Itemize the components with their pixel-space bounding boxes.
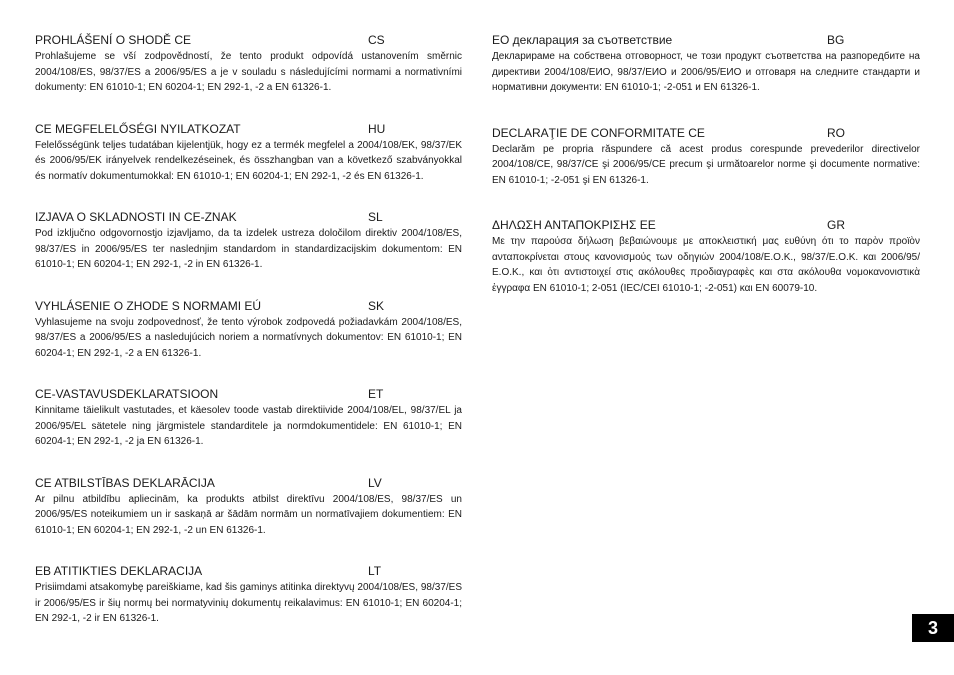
right-column [492,33,920,326]
declaration-heading [35,122,462,138]
declaration-text: Με την παρούσα δήλωση βεβαιώνουμε με αποκλειστική μας ευθύνη ότι το παρὸν προϊὸν ανταποκρίνεται στους κανονισμούς των οδηγιών 2004/108/Ε.Ο.Κ., 98/37/Ε.Ο.Κ. και 2006/95/Ε.Ο.Κ., και ὁτι αντιστοιχεί στις ακόλουθες προδιαγραφὲς και στα ακόλουθα νομοκανονιστικὰ ἐγγραφα EN 61010-1; 2-051 (IEC/CEI 61010-1; -2-051) και EN 60079-10. [492,236,920,294]
declaration-title: CE MEGFELELŐSÉGI NYILATKOZAT [35,121,241,136]
language-code: SL [368,210,383,224]
declaration-text: Prohlašujeme se vší zodpovědností, že tento produkt odpovídá ustanovením směrnic 2004/108/ES, 98/37/ES a 2006/95/ES a je v souladu s následujícími normami a normativními dokumenty: EN 61010-1; EN 60204-1; EN 292-1, -2 a EN 61326-1. [35,51,462,93]
declaration-title: VYHLÁSENIE O ZHODE S NORMAMI EÚ [35,298,262,313]
declaration-lv [35,476,462,539]
language-code: HU [368,121,386,136]
declaration-heading [492,126,920,142]
declaration-heading [35,210,462,226]
declaration-title: DECLARAŢIE DE CONFORMITATE CE [492,125,705,140]
language-code: BG [827,33,845,47]
declaration-heading [35,387,462,403]
declaration-ro [492,126,920,189]
declaration-gr [492,218,920,296]
language-code: LV [368,475,382,490]
declaration-et [35,387,462,450]
declaration-heading [492,33,920,49]
declaration-lt [35,564,462,627]
declaration-cs [35,33,462,96]
declaration-text: Vyhlasujeme na svoju zodpovednosť, že tento výrobok zodpovedá požiadavkám 2004/108/ES, 98/37/ES a 2006/95/ES a nasledujúcich noriem a normatívnych dokumentov: EN 61010-1; EN 60204-1; EN 292-1, -2 a EN 61326-1. [35,316,462,359]
declaration-title: PROHLÁŠENÍ O SHODĚ CE [35,33,192,47]
page-number: 3 [912,614,954,642]
declaration-heading [492,218,920,234]
declaration-bg [492,33,920,96]
declaration-title: IZJAVA O SKLADNOSTI IN CE-ZNAK [35,210,237,224]
declaration-text: Felelősségünk teljes tudatában kijelentjük, hogy ez a termék megfelel a 2004/108/EK, 98/37/EK és 2006/95/EK irányelvek rendelkezéseinek, és összhangban van a következő szabványokkal és normatív dokumentumokkal: EN 61010-1; EN 60204-1; EN 292-1, -2 és EN 61326-1. [35,139,462,182]
language-code: RO [827,125,845,140]
declaration-title: EB ATITIKTIES DEKLARACIJA [35,564,203,578]
declaration-hu [35,122,462,185]
declaration-title: CE ATBILSTĪBAS DEKLARĀCIJA [35,475,215,490]
declaration-title: CE-VASTAVUSDEKLARATSIOON [35,387,219,401]
language-code: CS [368,33,385,47]
left-column [35,33,462,653]
language-code: ET [368,387,384,401]
declaration-text: Pod izključno odgovornostjo izjavljamo, da ta izdelek ustreza določilom direktiv 2004/108/ES, 98/37/ES in 2006/95/ES ter naslednjim standardom in standardizacijskim dokumentom: EN 61010-1; EN 60204-1; EN 292-1, -2 in EN 61326-1. [35,228,462,270]
declaration-text: Declarăm pe propria răspundere că acest produs corespunde prevederilor directivelor 2004/108/CE, 98/37/CE şi 2006/95/CE precum şi următoarelor norme şi documente normative: EN 61010-1; -2-051 şi EN 61326-1. [492,143,920,186]
declaration-text: Ar pilnu atbildību apliecinām, ka produkts atbilst direktīvu 2004/108/ES, 98/37/ES un 2006/95/ES noteikumiem un ir saskaņā ar šādām normām un normatīvajiem dokumentiem: EN 61010-1; EN 60204-1; EN 292-1, -2 un EN 61326-1. [35,493,462,536]
declaration-heading [35,564,462,580]
language-code: SK [368,298,385,313]
declaration-sl [35,210,462,273]
declaration-text: Kinnitame täielikult vastutades, et käesolev toode vastab direktiivide 2004/108/EL, 98/37/EL ja 2006/95/EL sätetele ning järgmistele standarditele ja normdokumentidele: EN 61010-1; EN 60204-1; EN 292-1, -2 ja EN 61326-1. [35,405,462,447]
language-code: LT [368,564,382,578]
declaration-text: Декларираме на собствена отговорност, че този продукт съответства на разпоредбите на директиви 2004/108/ЕИО, 98/37/ЕИО и 2006/95/ЕИО и отговаря на следните стандарти и нормативни документи: EN 61010-1; -2-051 и EN 61326-1. [492,51,920,93]
declaration-sk [35,299,462,362]
language-code: GR [827,218,845,232]
declaration-title: ЕО декларация за съответствие [492,33,673,47]
declaration-heading [35,299,462,315]
declaration-heading [35,476,462,492]
declaration-text: Prisiimdami atsakomybę pareiškiame, kad šis gaminys atitinka direktyvų 2004/108/ES, 98/37/ES ir 2006/95/ES ir šių normų bei normatyvinių dokumentų reikalavimus: EN 61010-1; EN 60204-1; EN 292-1, -2 ir EN 61326-1. [35,582,462,624]
declaration-heading [35,33,462,49]
declaration-title: ΔΗΛΩΣΗ ΑΝΤΑΠΟΚΡΙΣΗΣ ΕΕ [492,218,656,232]
